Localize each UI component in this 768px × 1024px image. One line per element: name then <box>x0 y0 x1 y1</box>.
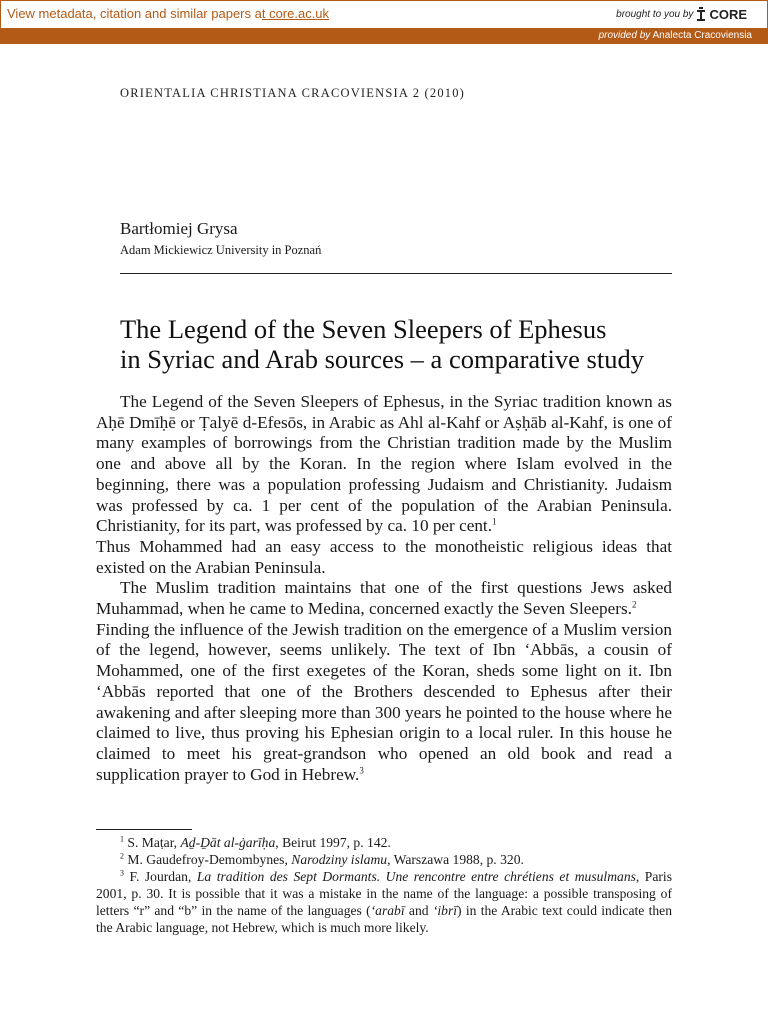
core-logo[interactable] <box>695 6 747 22</box>
paragraph-2 <box>96 578 672 785</box>
footnote-3-number: 3 <box>120 868 124 878</box>
footnote-2-number: 2 <box>120 851 124 861</box>
footnote-3 <box>96 868 672 936</box>
footnote-1-number: 1 <box>120 834 124 844</box>
brought-by[interactable] <box>616 6 747 22</box>
footnotes <box>96 834 672 936</box>
view-metadata-link[interactable] <box>7 6 329 21</box>
footnote-ref-1[interactable]: 1 <box>492 516 497 527</box>
provider-name[interactable]: Analecta Cracoviensia <box>652 30 752 41</box>
footnote-3-title: La tradition des Sept Dormants. Une rencontre entre chrétiens et musulmans <box>196 869 636 884</box>
footnote-1-author: S. Maṭar, <box>127 835 178 850</box>
footnote-1 <box>96 834 672 851</box>
footnote-3-end: ) in the Arabic text could indicate then the Arabic language, not Hebrew, which is much more likely. <box>96 903 673 935</box>
paragraph-1-text: The Legend of the Seven Sleepers of Ephesus, in the Syriac tradition known as Aḥē Dmīḥē or Ṭalyē d-Efesōs, in Arabic as Ahl al-Kahf or Aṣḥāb al-Kahf, is one of many examples of borrowings from the Christian tradition made by the Muslim one and above all by the Koran. In the region where Islam evolved in the beginning, there was a population professing Judaism and Christianity. Judaism was professed by ca. 1 per cent of the population of the Arabian Peninsula. Christianity, for its part, was professed by ca. 10 per cent. <box>96 392 672 536</box>
footnote-3-author: F. Jourdan, <box>129 869 192 884</box>
article-title <box>120 314 710 374</box>
view-metadata-text: View metadata, citation and similar papers a <box>7 6 262 21</box>
footnote-3-rest: , Paris 2001, p. 30. It is possible that it was a mistake in the name of the language: a possible transposing of letters “r” and “b” in the name of the languages ( <box>96 869 672 918</box>
core-logo-icon <box>695 6 707 22</box>
footnote-3-ibri: ‘ibrī <box>432 903 458 918</box>
footnote-3-arabi: ‘arabī <box>370 903 405 918</box>
paragraph-1 <box>96 392 672 578</box>
paragraph-1-continued: Thus Mohammed had an easy access to the monotheistic religious ideas that existed on the Arabian Peninsula. <box>96 536 672 577</box>
footnote-1-rest: , Beirut 1997, p. 142. <box>275 835 391 850</box>
core-host-link[interactable]: t core.ac.uk <box>261 6 330 21</box>
title-line-1: The Legend of the Seven Sleepers of Ephesus <box>120 314 607 344</box>
footnote-2-title: Narodziny islamu <box>291 852 388 867</box>
author-name: Bartłomiej Grysa <box>120 219 238 238</box>
footnote-ref-3[interactable]: 3 <box>359 764 364 775</box>
paragraph-2-text-a: The Muslim tradition maintains that one of the first questions Jews asked Muhammad, when he came to Medina, concerned exactly the Seven Sleepers. <box>96 578 672 619</box>
footnote-1-title: Aḏ-Ḏāt al-ġarīḥa <box>180 835 276 850</box>
brought-by-text: brought to you by <box>616 8 694 20</box>
core-banner <box>0 0 768 29</box>
footnote-ref-2[interactable]: 2 <box>631 599 637 610</box>
header-divider <box>120 273 672 274</box>
author-affiliation: Adam Mickiewicz University in Poznań <box>120 243 322 257</box>
footnote-2 <box>96 851 672 868</box>
footnote-2-author: M. Gaudefroy-Demombynes, <box>127 852 288 867</box>
footnote-2-rest: , Warszawa 1988, p. 320. <box>387 852 524 867</box>
provided-by-text: provided by <box>598 30 651 41</box>
title-line-2: in Syriac and Arab sources – a comparative study <box>120 344 644 374</box>
article-body <box>96 392 672 785</box>
provided-by-bar <box>0 29 768 44</box>
journal-header: ORIENTALIA CHRISTIANA CRACOVIENSIA 2 (2010) <box>120 86 466 100</box>
provided-by[interactable] <box>599 30 752 41</box>
footnote-divider <box>96 829 192 830</box>
core-label: CORE <box>709 6 747 22</box>
paragraph-2-text-b: Finding the influence of the Jewish tradition on the emergence of a Muslim version of the legend, however, seems unlikely. The text of Ibn ‘Abbās, a cousin of Mohammed, one of the first exegetes of the Koran, sheds some light on it. Ibn ‘Abbās reported that one of the Brothers descended to Ephesus after their awakening and after sleeping more than 300 years he pointed to the house where he claimed to live, thus proving his Ephesian origin to a local ruler. In this house he claimed to meet his great-grandson who opened an old book and read a supplication prayer to God in Hebrew. <box>96 619 672 784</box>
footnote-3-and: and <box>404 903 433 918</box>
